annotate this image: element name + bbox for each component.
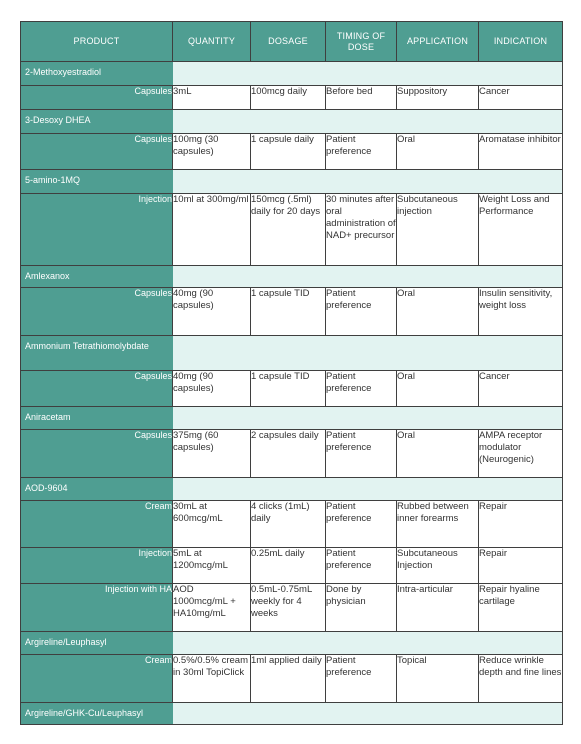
group-name: Aniracetam: [21, 407, 173, 430]
indication-cell: Aromatase inhibitor: [479, 134, 563, 170]
indication-cell: Insulin sensitivity, weight loss: [479, 288, 563, 336]
form-cell: Capsules: [21, 134, 173, 170]
column-header-application: APPLICATION: [397, 22, 479, 62]
dosage-cell: 1 capsule TID: [251, 288, 326, 336]
application-cell: Oral: [397, 371, 479, 407]
indication-cell: Repair: [479, 501, 563, 548]
quantity-cell: AOD 1000mcg/mL + HA10mg/mL: [173, 584, 251, 632]
application-cell: Topical: [397, 655, 479, 703]
form-cell: Capsules: [21, 288, 173, 336]
form-cell: Capsules: [21, 86, 173, 110]
form-cell: Injection with HA: [21, 584, 173, 632]
timing-cell: Patient preference: [326, 548, 397, 584]
table-row: [21, 134, 563, 170]
timing-cell: Patient preference: [326, 288, 397, 336]
quantity-cell: 375mg (60 capsules): [173, 430, 251, 478]
quantity-cell: 0.5%/0.5% cream in 30ml TopiClick: [173, 655, 251, 703]
products-table: [20, 21, 563, 725]
column-header-dosage: DOSAGE: [251, 22, 326, 62]
group-fill: [173, 170, 563, 194]
application-cell: Oral: [397, 134, 479, 170]
group-name: Argireline/GHK-Cu/Leuphasyl: [21, 703, 173, 725]
timing-cell: Patient preference: [326, 134, 397, 170]
header-row: [21, 22, 563, 62]
timing-cell: Patient preference: [326, 430, 397, 478]
application-cell: Rubbed between inner forearms: [397, 501, 479, 548]
group-row: [21, 407, 563, 430]
application-cell: Subcutaneous injection: [397, 194, 479, 266]
timing-cell: Patient preference: [326, 371, 397, 407]
application-cell: Oral: [397, 430, 479, 478]
dosage-cell: 100mcg daily: [251, 86, 326, 110]
dosage-cell: 0.5mL-0.75mL weekly for 4 weeks: [251, 584, 326, 632]
group-row: [21, 110, 563, 134]
group-name: 3-Desoxy DHEA: [21, 110, 173, 134]
application-cell: Intra-articular: [397, 584, 479, 632]
group-fill: [173, 110, 563, 134]
group-fill: [173, 336, 563, 371]
group-row: [21, 170, 563, 194]
column-header-product: PRODUCT: [21, 22, 173, 62]
group-row: [21, 478, 563, 501]
indication-cell: Cancer: [479, 371, 563, 407]
group-fill: [173, 62, 563, 86]
indication-cell: AMPA receptor modulator (Neurogenic): [479, 430, 563, 478]
indication-cell: Repair hyaline cartilage: [479, 584, 563, 632]
dosage-cell: 2 capsules daily: [251, 430, 326, 478]
timing-cell: Patient preference: [326, 655, 397, 703]
application-cell: Subcutaneous Injection: [397, 548, 479, 584]
group-row: [21, 703, 563, 725]
timing-cell: Patient preference: [326, 501, 397, 548]
group-row: [21, 632, 563, 655]
group-row: [21, 336, 563, 371]
quantity-cell: 3mL: [173, 86, 251, 110]
table-row: [21, 655, 563, 703]
column-header-timing: TIMING OF DOSE: [326, 22, 397, 62]
timing-cell: Before bed: [326, 86, 397, 110]
quantity-cell: 10ml at 300mg/ml: [173, 194, 251, 266]
group-fill: [173, 478, 563, 501]
table-row: [21, 194, 563, 266]
dosage-cell: 150mcg (.5ml) daily for 20 days: [251, 194, 326, 266]
group-name: Argireline/Leuphasyl: [21, 632, 173, 655]
group-fill: [173, 632, 563, 655]
group-name: 2-Methoxyestradiol: [21, 62, 173, 86]
group-name: Ammonium Tetrathiomolybdate: [21, 336, 173, 371]
quantity-cell: 40mg (90 capsules): [173, 371, 251, 407]
indication-cell: Weight Loss and Performance: [479, 194, 563, 266]
timing-cell: 30 minutes after oral administration of NAD+ precursor: [326, 194, 397, 266]
group-fill: [173, 266, 563, 288]
column-header-indication: INDICATION: [479, 22, 563, 62]
dosage-cell: 0.25mL daily: [251, 548, 326, 584]
indication-cell: Cancer: [479, 86, 563, 110]
quantity-cell: 30mL at 600mcg/mL: [173, 501, 251, 548]
form-cell: Injection: [21, 194, 173, 266]
group-name: 5-amino-1MQ: [21, 170, 173, 194]
table-row: [21, 430, 563, 478]
form-cell: Injection: [21, 548, 173, 584]
dosage-cell: 1 capsule daily: [251, 134, 326, 170]
indication-cell: Repair: [479, 548, 563, 584]
form-cell: Capsules: [21, 430, 173, 478]
table-row: [21, 501, 563, 548]
dosage-cell: 1ml applied daily: [251, 655, 326, 703]
dosage-cell: 1 capsule TID: [251, 371, 326, 407]
form-cell: Capsules: [21, 371, 173, 407]
group-name: Amlexanox: [21, 266, 173, 288]
group-name: AOD-9604: [21, 478, 173, 501]
application-cell: Suppository: [397, 86, 479, 110]
table-row: [21, 548, 563, 584]
quantity-cell: 100mg (30 capsules): [173, 134, 251, 170]
table-row: [21, 371, 563, 407]
form-cell: Cream: [21, 501, 173, 548]
column-header-quantity: QUANTITY: [173, 22, 251, 62]
indication-cell: Reduce wrinkle depth and fine lines: [479, 655, 563, 703]
group-row: [21, 62, 563, 86]
table-row: [21, 584, 563, 632]
application-cell: Oral: [397, 288, 479, 336]
table-row: [21, 288, 563, 336]
timing-cell: Done by physician: [326, 584, 397, 632]
group-row: [21, 266, 563, 288]
quantity-cell: 40mg (90 capsules): [173, 288, 251, 336]
form-cell: Cream: [21, 655, 173, 703]
group-fill: [173, 407, 563, 430]
group-fill: [173, 703, 563, 725]
quantity-cell: 5mL at 1200mcg/mL: [173, 548, 251, 584]
table-row: [21, 86, 563, 110]
dosage-cell: 4 clicks (1mL) daily: [251, 501, 326, 548]
